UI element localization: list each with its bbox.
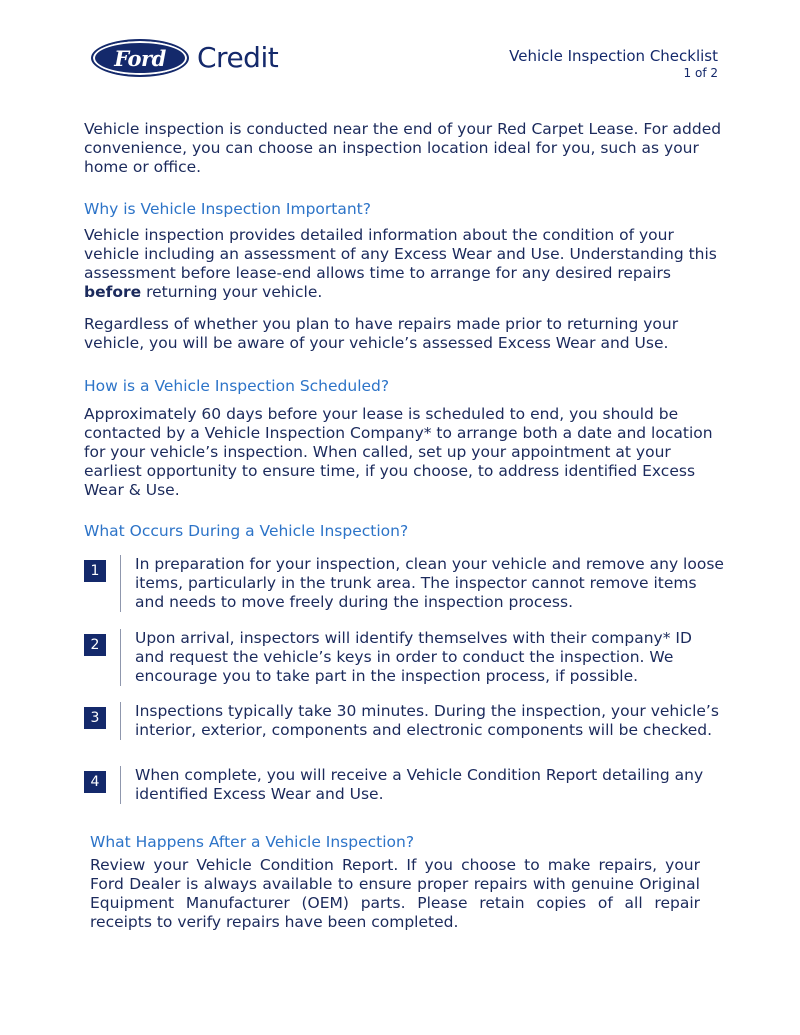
why-paragraph-1 <box>84 226 724 302</box>
ford-oval-logo <box>91 39 189 77</box>
step-1-number: 1 <box>84 560 106 582</box>
step-1-divider <box>120 555 121 612</box>
how-paragraph: Approximately 60 days before your lease is scheduled to end, you should be contacted by a Vehicle Inspection Company* to arrange both a date and location for your vehicle’s inspection. When called, set up your appointment at your earliest opportunity to ensure time, if you choose, to address identified Excess Wear & Use. <box>84 405 713 499</box>
step-4-text: When complete, you will receive a Vehicle Condition Report detailing any identified Excess Wear and Use. <box>135 766 704 803</box>
document-header <box>509 47 718 81</box>
during-heading: What Occurs During a Vehicle Inspection? <box>84 522 409 540</box>
page-indicator: 1 of 2 <box>683 66 718 80</box>
step-4-number: 4 <box>84 771 106 793</box>
why-heading: Why is Vehicle Inspection Important? <box>84 200 371 218</box>
step-1-text: In preparation for your inspection, clean your vehicle and remove any loose items, particularly in the trunk area. The inspector cannot remove items and needs to move freely during the inspection process. <box>135 555 724 611</box>
ford-credit-logo <box>91 38 278 78</box>
step-3-number: 3 <box>84 707 106 729</box>
document-title: Vehicle Inspection Checklist <box>509 47 718 65</box>
step-3-text: Inspections typically take 30 minutes. During the inspection, your vehicle’s interior, exterior, components and electronic components will be checked. <box>135 702 719 739</box>
after-heading: What Happens After a Vehicle Inspection? <box>90 833 415 851</box>
ford-logo-text: Ford <box>114 45 166 71</box>
step-2-divider <box>120 629 121 686</box>
step-4-divider <box>120 766 121 804</box>
how-heading: How is a Vehicle Inspection Scheduled? <box>84 377 390 395</box>
step-2-text: Upon arrival, inspectors will identify themselves with their company* ID and request the vehicle’s keys in order to conduct the inspection. We encourage you to take part in the inspection process, if possible. <box>135 629 692 685</box>
step-4 <box>84 766 724 804</box>
intro-paragraph: Vehicle inspection is conducted near the end of your Red Carpet Lease. For added convenience, you can choose an inspection location ideal for you, such as your home or office. <box>84 120 722 176</box>
why-paragraph-1-start: Vehicle inspection provides detailed information about the condition of your vehicle including an assessment of any Excess Wear and Use. Understanding this assessment before lease-end allows time to arrange for any desired repairs <box>84 226 717 282</box>
after-section <box>90 833 700 932</box>
why-paragraph-1-emphasis: before <box>84 283 142 301</box>
step-2-number: 2 <box>84 634 106 656</box>
step-1 <box>84 555 724 612</box>
after-paragraph: Review your Vehicle Condition Report. If you choose to make repairs, your Ford Dealer is always available to ensure proper repairs with genuine Original Equipment Manufacturer (OEM) parts. Please retain copies of all repair receipts to verify repairs have been completed. <box>90 856 700 931</box>
main-content <box>84 120 724 804</box>
credit-wordmark: Credit <box>197 41 279 74</box>
step-3 <box>84 702 724 740</box>
step-2 <box>84 629 724 686</box>
why-paragraph-1-end: returning your vehicle. <box>141 283 323 301</box>
why-paragraph-2: Regardless of whether you plan to have repairs made prior to returning your vehicle, you will be aware of your vehicle’s assessed Excess Wear and Use. <box>84 315 679 352</box>
step-3-divider <box>120 702 121 740</box>
